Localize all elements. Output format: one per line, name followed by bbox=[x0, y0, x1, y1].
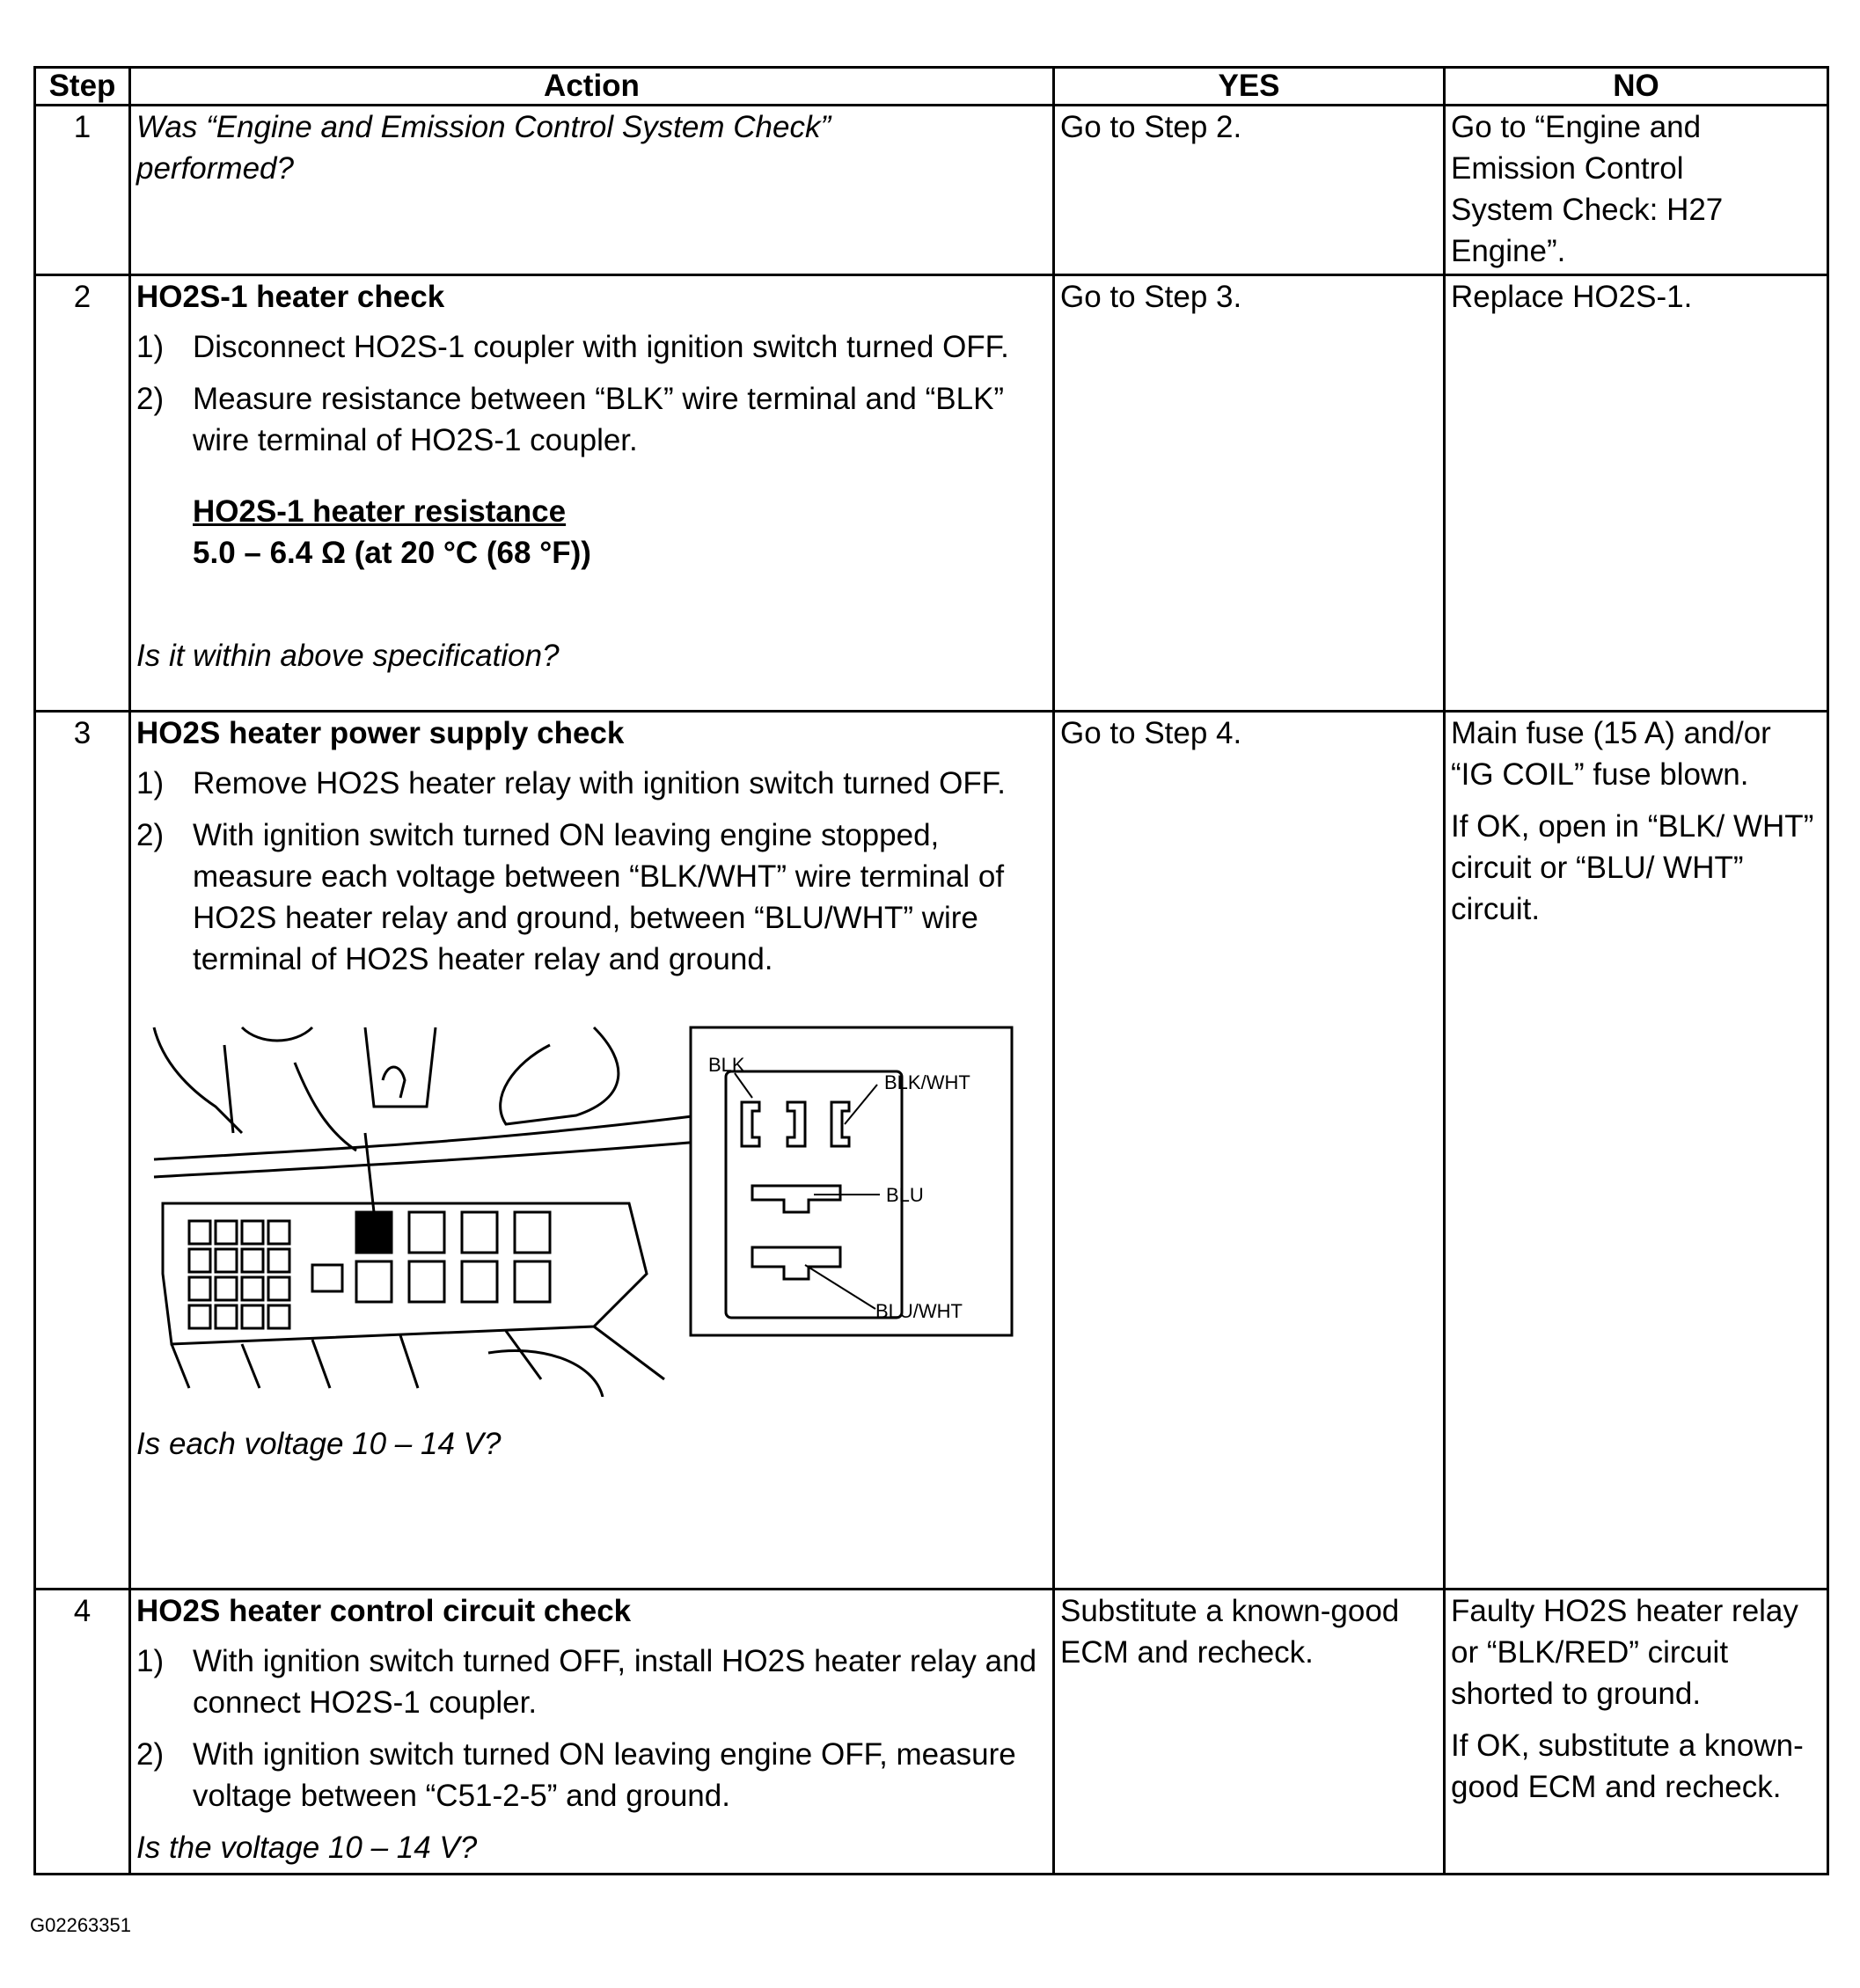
label-blu-wht: BLU/WHT bbox=[875, 1300, 963, 1322]
action-title: HO2S heater power supply check bbox=[136, 716, 625, 750]
table-row bbox=[35, 712, 1828, 1590]
header-row bbox=[35, 68, 1828, 106]
figure-code: G02263351 bbox=[30, 1914, 131, 1936]
no-text: If OK, substitute a known-good ECM and recheck. bbox=[1451, 1729, 1804, 1804]
label-blu: BLU bbox=[886, 1184, 924, 1206]
spec-title: HO2S-1 heater resistance bbox=[193, 494, 567, 529]
header-step: Step bbox=[35, 68, 130, 106]
action-title: HO2S heater control circuit check bbox=[136, 1594, 632, 1628]
header-yes: YES bbox=[1054, 68, 1445, 106]
substep-text: With ignition switch turned OFF, install HO2S heater relay and connect HO2S-1 coupler. bbox=[193, 1644, 1037, 1720]
no-cell bbox=[1445, 712, 1828, 1590]
no-text: Faulty HO2S heater relay or “BLK/RED” circuit shorted to ground. bbox=[1451, 1594, 1798, 1711]
action-cell bbox=[130, 106, 1054, 275]
table-row bbox=[35, 106, 1828, 275]
fuse-block bbox=[189, 1212, 550, 1328]
spec-value: 5.0 – 6.4 Ω (at 20 °C (68 °F)) bbox=[193, 536, 591, 570]
action-question: Is it within above specification? bbox=[136, 639, 560, 673]
action-question: Was “Engine and Emission Control System Check” performed? bbox=[136, 110, 831, 186]
substep-text: Disconnect HO2S-1 coupler with ignition switch turned OFF. bbox=[193, 330, 1009, 364]
substep-list bbox=[136, 763, 1047, 980]
substep-text: With ignition switch turned ON leaving engine stopped, measure each voltage between “BLK/WHT” wire terminal of HO2S heater relay and ground, between “BLU/WHT” wire terminal of HO2S heater relay and ground. bbox=[193, 818, 1005, 976]
substep-text: Remove HO2S heater relay with ignition switch turned OFF. bbox=[193, 766, 1006, 800]
action-cell bbox=[130, 712, 1054, 1590]
specification bbox=[136, 491, 1047, 574]
header-no: NO bbox=[1445, 68, 1828, 106]
step-number: 4 bbox=[35, 1590, 130, 1875]
no-cell bbox=[1445, 106, 1828, 275]
no-text: Main fuse (15 A) and/or “IG COIL” fuse blown. bbox=[1451, 716, 1771, 792]
substep-number: 2) bbox=[136, 1737, 165, 1772]
substep-list bbox=[136, 1641, 1047, 1816]
step-number: 1 bbox=[35, 106, 130, 275]
list-item bbox=[136, 1641, 1047, 1723]
substep-number: 1) bbox=[136, 330, 165, 364]
action-question: Is the voltage 10 – 14 V? bbox=[136, 1831, 478, 1865]
action-cell bbox=[130, 1590, 1054, 1875]
step-number: 3 bbox=[35, 712, 130, 1590]
substep-text: With ignition switch turned ON leaving engine OFF, measure voltage between “C51-2-5” and ground. bbox=[193, 1737, 1016, 1813]
no-text: Replace HO2S-1. bbox=[1451, 280, 1693, 314]
table-row bbox=[35, 275, 1828, 712]
no-text: Go to “Engine and Emission Control System Check: H27 Engine”. bbox=[1451, 110, 1724, 268]
substep-text: Measure resistance between “BLK” wire terminal and “BLK” wire terminal of HO2S-1 coupler. bbox=[193, 382, 1005, 457]
yes-cell: Go to Step 4. bbox=[1054, 712, 1445, 1590]
list-item bbox=[136, 815, 1047, 980]
list-item bbox=[136, 378, 1047, 461]
label-blk-wht: BLK/WHT bbox=[884, 1071, 970, 1093]
action-cell bbox=[130, 275, 1054, 712]
header-action: Action bbox=[130, 68, 1054, 106]
relay-location-figure bbox=[136, 1010, 1016, 1397]
connector-inset bbox=[691, 1027, 1012, 1335]
step-number: 2 bbox=[35, 275, 130, 712]
label-blk: BLK bbox=[708, 1054, 745, 1076]
substep-number: 1) bbox=[136, 1644, 165, 1678]
no-text: If OK, open in “BLK/ WHT” circuit or “BLU/ WHT” circuit. bbox=[1451, 809, 1814, 926]
substep-number: 1) bbox=[136, 766, 165, 800]
substep-number: 2) bbox=[136, 382, 165, 416]
yes-cell: Substitute a known-good ECM and recheck. bbox=[1054, 1590, 1445, 1875]
table-row bbox=[35, 1590, 1828, 1875]
list-item bbox=[136, 326, 1047, 368]
yes-cell: Go to Step 2. bbox=[1054, 106, 1445, 275]
action-question: Is each voltage 10 – 14 V? bbox=[136, 1427, 502, 1461]
yes-cell: Go to Step 3. bbox=[1054, 275, 1445, 712]
diagnostic-table bbox=[33, 66, 1829, 1875]
substep-list bbox=[136, 326, 1047, 461]
list-item bbox=[136, 1734, 1047, 1816]
list-item bbox=[136, 763, 1047, 804]
substep-number: 2) bbox=[136, 818, 165, 852]
no-cell bbox=[1445, 275, 1828, 712]
no-cell bbox=[1445, 1590, 1828, 1875]
action-title: HO2S-1 heater check bbox=[136, 280, 445, 314]
